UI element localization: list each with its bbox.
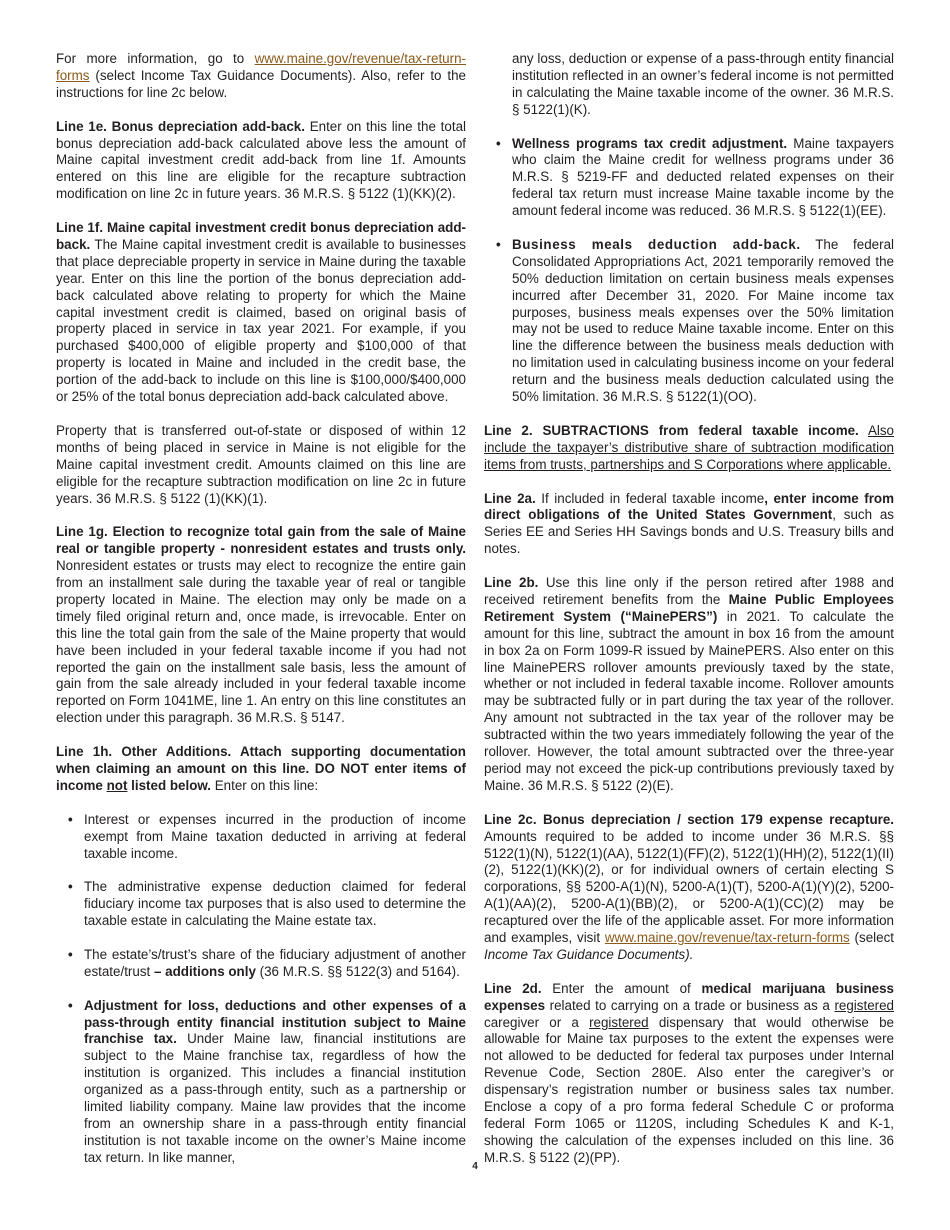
wellness-text: Maine taxpayers who claim the Maine credit for wellness programs under 36 M.R.S. § 5219-FF and deducted related expenses on their federal tax return must increase Maine taxable income by the amount federal income was reduced. 36 M.R.S. § 5122(1)(EE). (512, 135, 894, 219)
line-2c-heading: Line 2c. Bonus depreciation / section 179 expense recapture. (484, 811, 894, 827)
line-2b-text-after: in 2021. To calculate the amount for this line, subtract the amount in box 16 from the amount in box 2a on Form 1099-R issued by MainePERS. Also enter on this line MainePERS rollover amounts previously taxed by the state, whether or not included in federal taxable income. Rollover amounts may be subtracted fully or in part during the tax year of the rollover. Any amount not subtracted in the tax year of the rollover may be subtracted within the two years immediately following the year of the rollover. However, the total amount subtracted over the three-year period may not exceed the pick-up contributions previously taxed by Maine. 36 M.R.S. § 5122 (2)(E). (484, 608, 894, 793)
line-1h-text: Enter on this line: (211, 777, 319, 793)
line-1g-heading: Line 1g. Election to recognize total gain from the sale of Maine real or tangible property - nonresident estates and trusts only. (56, 524, 466, 557)
line-1h-heading-a: Line 1h. Other Additions. Attach supporting documentation when claiming an amount on this line. DO NOT enter items of income (56, 744, 466, 793)
additions-list (56, 812, 466, 1167)
line-1e-text: Enter on this line the total bonus depreciation add-back calculated above less the amount of Maine capital investment credit add-back from line 1f. Amounts entered on this line are eligible for the recapture subtraction modification on line 2c in future years. 36 M.R.S. § 5122 (1)(KK)(2). (56, 118, 466, 202)
list-item-text-after: (36 M.R.S. §§ 5122(3) and 5164). (255, 963, 460, 979)
list-item (484, 237, 894, 406)
list-item-text: Under Maine law, financial institutions are subject to the Maine franchise tax, regardless of how the institution is organized. This includes a financial institution organized as a pass-through entity, such as a partnership or limited liability company. Maine law provides that the income from an ownership share in a pass-through entity financial institution is not taxable income on the owner’s Maine income tax return. In like manner, (84, 1031, 466, 1165)
line-1h-paragraph (56, 744, 466, 795)
line-1f-text: The Maine capital investment credit is available to businesses that place depreciable property in service in Maine during the taxable year. Enter on this line the portion of the bonus depreciation add-back calculated above relating to property for which the Maine capital investment credit is claimed, based on original basis of property placed in service in tax year 2021. For example, if you purchased $400,000 of eligible property and $100,000 of that property is located in Maine and included in the credit base, the portion of the add-back to include on this line is $100,000/$400,000 or 25% of the total bonus depreciation add-back calculated above. (56, 236, 466, 405)
line-2b-paragraph (484, 575, 894, 795)
adjustments-list (484, 136, 894, 406)
meals-heading: Business meals deduction add-back. (512, 236, 801, 252)
page-number: 4 (472, 1161, 478, 1172)
line-1h-heading-not: not (106, 777, 128, 793)
property-paragraph: Property that is transferred out-of-state or disposed of within 12 months of being placed in service in Maine is not eligible for the Maine capital investment credit. Amounts claimed on this line are eligible for the recapture subtraction modification on line 2c in future years. 36 M.R.S. § 5122 (1)(KK)(1). (56, 422, 466, 506)
line-2c-italic: Income Tax Guidance Documents). (484, 946, 694, 962)
line-1g-text: Nonresident estates or trusts may elect to recognize the entire gain from an installment sale during the taxable year of real or tangible property located in Maine. The election may only be made on a timely filed original return and, once made, is irrevocable. Enter on this line the total gain from the sale of the Maine property that would have been included in your federal taxable income if you had not reported the gain on the installment sale basis, less the amount of gain from the sale already included in your federal taxable income reported on Form 1041ME, line 1. An entry on this line constitutes an election under this paragraph. 36 M.R.S. § 5147. (56, 558, 466, 726)
line-1f-paragraph (56, 220, 466, 406)
line-2c-paragraph (484, 812, 894, 964)
intro-text: For more information, go to (56, 51, 255, 66)
line-2d-underlined: registered (589, 1014, 649, 1030)
line-1h-heading-b: listed below. (127, 777, 212, 793)
list-item: • Interest or expenses incurred in the production of income exempt from Maine taxation deducted in arriving at federal taxable income. (56, 812, 466, 863)
line-2d-text-3: caregiver or a (484, 1014, 590, 1030)
line-2-underlined-text: Also include the taxpayer’s distributive share of subtraction modification items from trusts, partnerships and S Corporations where applicable. (484, 422, 894, 472)
list-item: • The administrative expense deduction claimed for federal fiduciary income tax purposes that is also used to determine the taxable estate in calculating the Maine estate tax. (56, 879, 466, 930)
list-item (56, 998, 466, 1167)
line-2c-text-after: (select (849, 930, 894, 946)
tax-return-forms-link[interactable]: www.maine.gov/revenue/tax-return-forms (604, 930, 850, 946)
intro-text-after: (select Income Tax Guidance Documents). Also, refer to the instructions for line 2c below. (56, 67, 466, 100)
line-1f-heading: Line 1f. Maine capital investment credit bonus depreciation add-back. (56, 220, 466, 252)
continuation-paragraph: any loss, deduction or expense of a pass-through entity financial institution reflected in an owner’s federal income is not permitted in calculating the Maine taxable income of the owner. 36 M.R.S. § 5122(1)(K). (512, 51, 894, 117)
right-column (484, 51, 894, 1184)
line-2d-underlined: registered (834, 997, 894, 1013)
line-2a-bold: income from direct obligations of the United States Government (484, 490, 895, 523)
line-2b-text: Use this line only if the person retired after 1988 and received retirement benefits from the (484, 575, 894, 607)
intro-paragraph (56, 51, 466, 102)
line-2a-comma: , enter (764, 490, 812, 506)
line-2d-text-4: dispensary that would otherwise be allowable for Maine tax purposes to the extent the expenses were not allowed to be deducted for federal tax purposes under Internal Revenue Code, Section 280E. Also enter the caregiver’s or dispensary’s registration number or business sales tax number. Enclose a copy of a pro forma federal Schedule C or proforma federal Form 1065 or 1120S, including Schedules K and K-1, showing the calculation of the expenses included on this line. 36 M.R.S. § 5122 (2)(PP). (484, 1014, 894, 1165)
wellness-heading: Wellness programs tax credit adjustment. (512, 135, 788, 151)
line-2b-bold: Maine Public Employees Retirement System (“MainePERS”) (484, 591, 894, 624)
line-2d-bold: medical marijuana business expenses (484, 980, 894, 1013)
meals-text: The federal Consolidated Appropriations Act, 2021 temporarily removed the 50% deduction limitation on certain business meals expenses incurred after December 31, 2020. For Maine income tax purposes, business meals expenses over the 50% limitation may not be used to reduce Maine taxable income. Enter on this line the difference between the business meals deduction with no limitation used in calculating business income on your federal return and the business meals deduction calculated using the 50% limitation. 36 M.R.S. § 5122(1)(OO). (512, 236, 894, 405)
line-2-heading: Line 2. SUBTRACTIONS from federal taxable income. (484, 422, 859, 438)
list-item (484, 136, 894, 221)
list-item (56, 947, 466, 981)
line-1g-paragraph (56, 524, 466, 727)
list-item-text: The estate’s/trust’s share of the fiduciary adjustment of another estate/trust (84, 946, 466, 979)
line-2d-heading: Line 2d. (484, 980, 542, 996)
line-2a-paragraph (484, 491, 894, 559)
line-2b-heading: Line 2b. (484, 575, 539, 591)
line-2d-paragraph (484, 981, 894, 1167)
list-item-heading: Adjustment for loss, deductions and other expenses of a pass-through entity financial institution subject to Maine franchise tax. (84, 997, 466, 1047)
line-2d-text: Enter the amount of (541, 980, 702, 996)
line-2a-heading: Line 2a. (484, 490, 536, 506)
line-2d-text-2: related to carrying on a trade or business as a (545, 997, 835, 1013)
tax-return-forms-link[interactable]: www.maine.gov/revenue/tax-return-forms (56, 51, 466, 83)
line-2c-text: Amounts required to be added to income under 36 M.R.S. §§ 5122(1)(N), 5122(1)(AA), 5122(1)(FF)(2), 5122(1)(HH)(2), 5122(1)(II)(2), 5122(1)(KK)(2), or for individual owners of certain electing S corporations, §§ 5200-A(1)(N), 5200-A(1)(T), 5200-A(1)(Y)(2), 5200-A(1)(AA)(2), 5200-A(1)(BB)(2), or 5200-A(1)(CC)(2) may be recaptured over the life of the applicable asset. For more information and examples, visit (484, 828, 894, 946)
line-2-paragraph (484, 423, 894, 474)
left-column (56, 51, 466, 1184)
line-1e-heading: Line 1e. Bonus depreciation add-back. (56, 118, 305, 134)
list-item-bold: – additions only (153, 963, 256, 979)
line-2a-text: If included in federal taxable income (535, 490, 765, 506)
line-1e-paragraph (56, 119, 466, 204)
line-2a-text-after: , such as Series EE and Series HH Savings bonds and U.S. Treasury bills and notes. (484, 507, 894, 557)
